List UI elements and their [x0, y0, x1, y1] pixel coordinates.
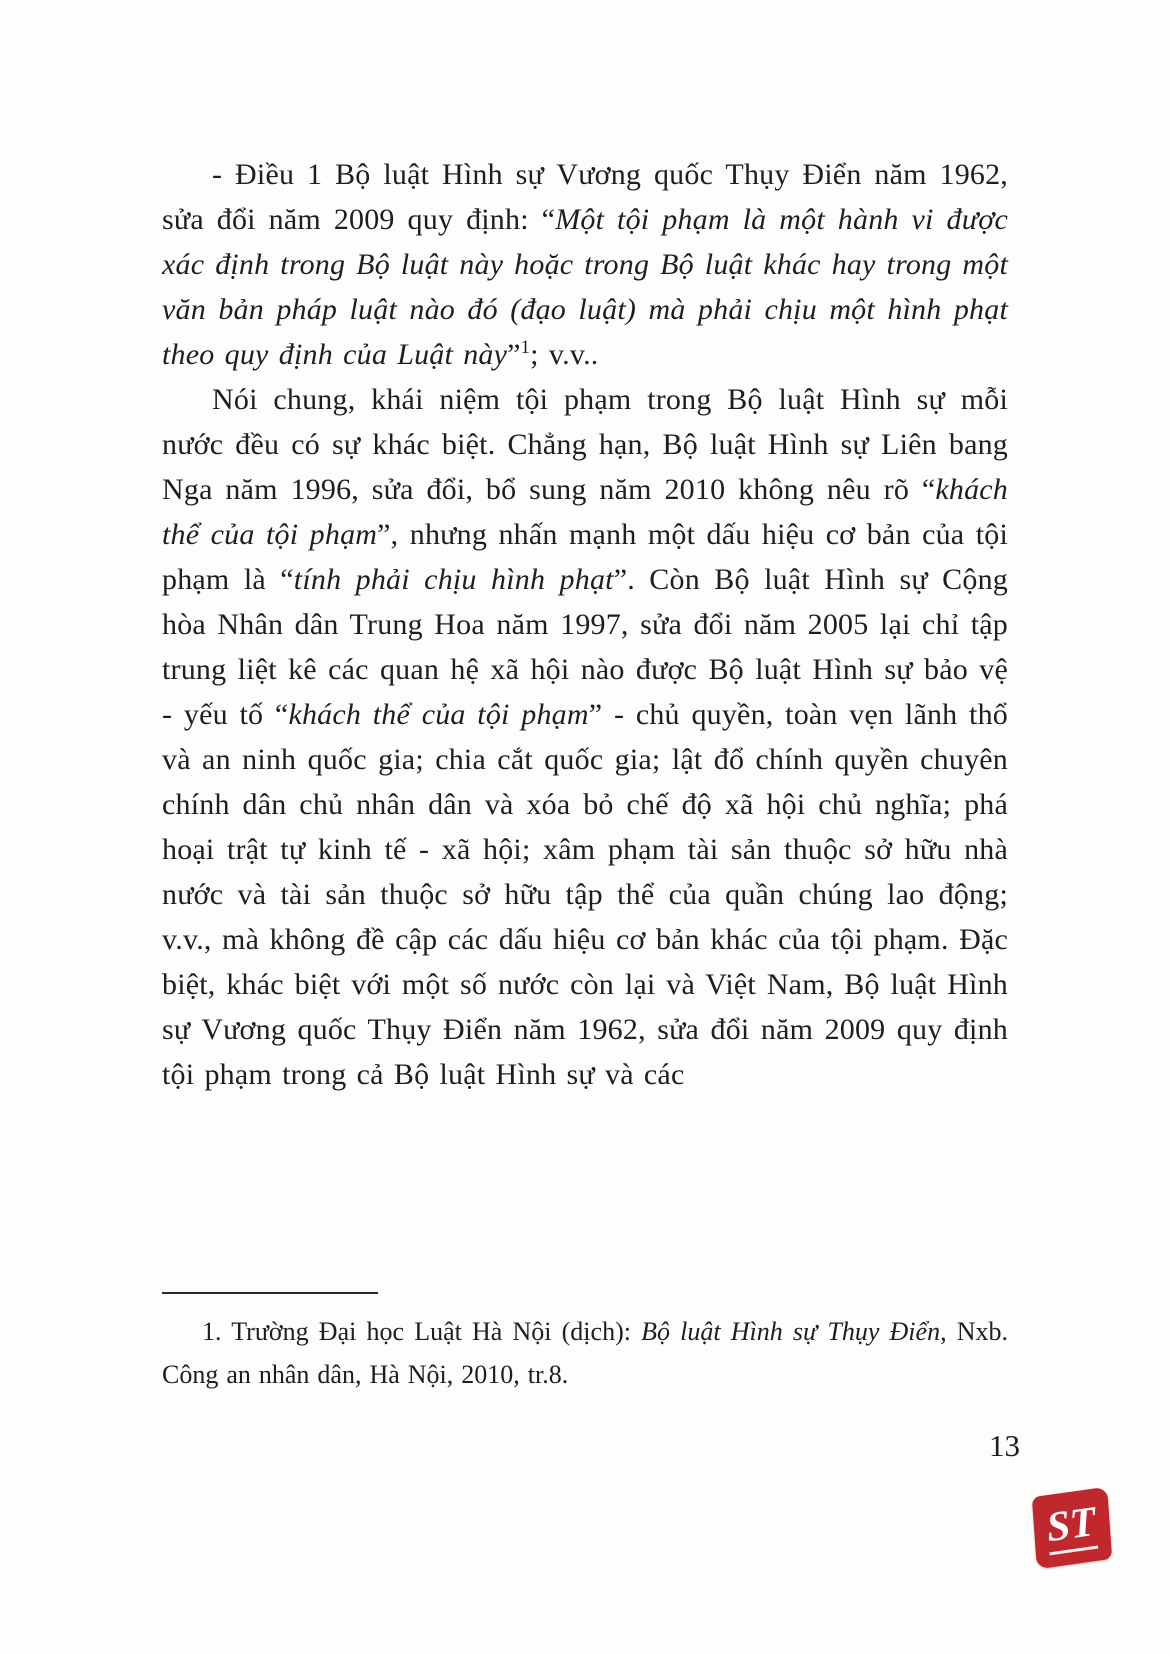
footnote-1 [162, 1310, 1008, 1396]
text-run: - Điều 1 Bộ luật Hình sự Vương quốc Thụy Điển năm 1962, sửa đổi năm 2009 quy định: “ [162, 158, 1008, 236]
text-run-italic: khách thể của tội phạm [162, 473, 1008, 551]
main-text-block [162, 152, 1008, 1097]
text-run: , Nxb. Công an nhân dân, Hà Nội, 2010, tr.8. [162, 1317, 1009, 1389]
footnote-separator [162, 1292, 378, 1294]
publisher-logo-text: ST [1045, 1501, 1099, 1556]
text-run-italic: tính phải chịu hình phạt [293, 563, 614, 596]
text-run-italic: Bộ luật Hình sự Thụy Điển [641, 1317, 941, 1346]
paragraph-2 [162, 377, 1008, 1097]
publisher-logo [1032, 1487, 1112, 1570]
footnote-area [162, 1292, 1008, 1396]
text-run: ” - chủ quyền, toàn vẹn lãnh thổ và an ninh quốc gia; chia cắt quốc gia; lật đổ chính quyền chuyên chính dân chủ nhân dân và xóa bỏ chế độ xã hội chủ nghĩa; phá hoại trật tự kinh tế - xã hội; xâm phạm tài sản thuộc sở hữu nhà nước và tài sản thuộc sở hữu tập thể của quần chúng lao động; v.v., mà không đề cập các dấu hiệu cơ bản khác của tội phạm. Đặc biệt, khác biệt với một số nước còn lại và Việt Nam, Bộ luật Hình sự Vương quốc Thụy Điển năm 1962, sửa đổi năm 2009 quy định tội phạm trong cả Bộ luật Hình sự và các [162, 698, 1008, 1091]
page-number: 13 [989, 1428, 1020, 1463]
text-run: ”. Còn Bộ luật Hình sự Cộng hòa Nhân dân Trung Hoa năm 1997, sửa đổi năm 2005 lại chỉ tập trung liệt kê các quan hệ xã hội nào được Bộ luật Hình sự bảo vệ - yếu tố “ [162, 563, 1008, 731]
text-run-italic: khách thể của tội phạm [288, 698, 589, 731]
text-run: ” [507, 338, 521, 371]
text-run: ”, nhưng nhấn mạnh một dấu hiệu cơ bản của tội phạm là “ [162, 518, 1008, 596]
paragraph-1 [162, 152, 1008, 377]
text-run-italic: Một tội phạm là một hành vi được xác định trong Bộ luật này hoặc trong Bộ luật khác hay trong một văn bản pháp luật nào đó (đạo luật) mà phải chịu một hình phạt theo quy định của Luật này [162, 203, 1009, 371]
text-run: 1. Trường Đại học Luật Hà Nội (dịch): [202, 1317, 642, 1346]
text-run: ; v.v.. [530, 338, 599, 371]
text-run: Nói chung, khái niệm tội phạm trong Bộ luật Hình sự mỗi nước đều có sự khác biệt. Chẳng hạn, Bộ luật Hình sự Liên bang Nga năm 1996, sửa đổi, bổ sung năm 2010 không nêu rõ “ [162, 383, 1008, 506]
footnote-reference-1: 1 [520, 337, 531, 358]
